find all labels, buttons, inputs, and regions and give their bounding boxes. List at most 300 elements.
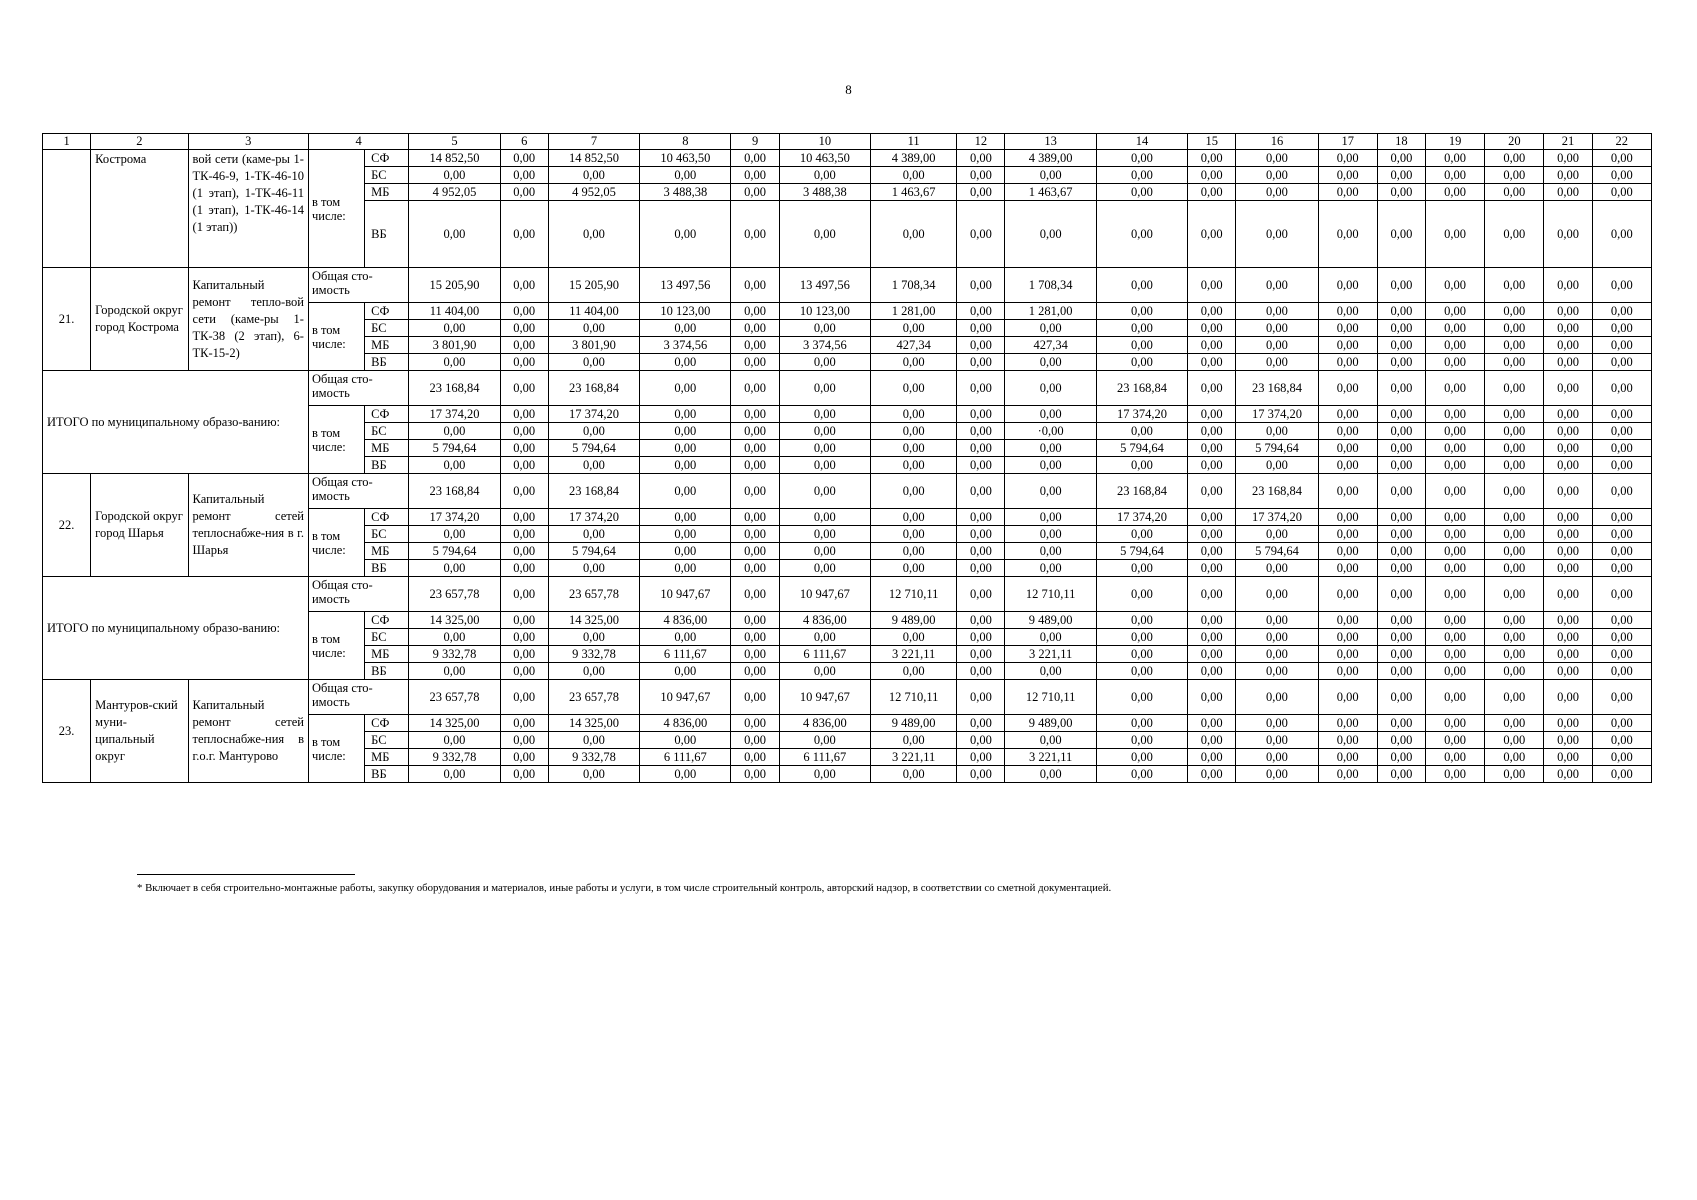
- cell-value: 0,00: [779, 371, 870, 406]
- cell-value: 0,00: [731, 680, 779, 715]
- cell-value: 0,00: [500, 371, 548, 406]
- column-header: 1: [43, 134, 91, 150]
- cell-value: 23 657,78: [409, 680, 500, 715]
- incl-label: в том числе:: [308, 715, 364, 783]
- cell-value: 0,00: [731, 167, 779, 184]
- cell-value: 5 794,64: [548, 543, 639, 560]
- footnote-separator: [137, 874, 355, 875]
- cell-value: 0,00: [1485, 680, 1544, 715]
- funding-code: МБ: [365, 646, 409, 663]
- cell-value: 0,00: [1485, 457, 1544, 474]
- cell-value: 0,00: [1377, 509, 1425, 526]
- cell-value: 0,00: [1377, 201, 1425, 268]
- cell-value: 0,00: [1005, 457, 1096, 474]
- cell-value: 3 801,90: [409, 337, 500, 354]
- cell-value: 12 710,11: [1005, 577, 1096, 612]
- cell-value: 0,00: [548, 663, 639, 680]
- cell-value: 0,00: [1096, 268, 1187, 303]
- cell-value: 0,00: [779, 509, 870, 526]
- cell-value: 0,00: [1236, 423, 1318, 440]
- cell-value: 0,00: [957, 766, 1005, 783]
- cell-value: 0,00: [548, 526, 639, 543]
- cell-value: 0,00: [640, 406, 731, 423]
- cell-value: 0,00: [1592, 766, 1651, 783]
- cell-value: 0,00: [1592, 577, 1651, 612]
- cell-value: 0,00: [1005, 663, 1096, 680]
- cell-value: 0,00: [1592, 423, 1651, 440]
- column-header: 16: [1236, 134, 1318, 150]
- cell-value: 3 221,11: [1005, 749, 1096, 766]
- cell-value: 12 710,11: [870, 680, 956, 715]
- cell-value: 0,00: [1544, 715, 1592, 732]
- cell-value: 0,00: [1544, 167, 1592, 184]
- cell-value: 23 168,84: [1236, 474, 1318, 509]
- cell-value: 0,00: [1096, 526, 1187, 543]
- cell-value: 0,00: [1188, 268, 1236, 303]
- cell-value: 0,00: [779, 440, 870, 457]
- cell-value: 0,00: [1318, 474, 1377, 509]
- cell-value: 0,00: [1005, 629, 1096, 646]
- cell-value: 3 374,56: [640, 337, 731, 354]
- cell-value: 0,00: [500, 474, 548, 509]
- cell-value: 0,00: [1485, 543, 1544, 560]
- cell-value: 0,00: [640, 371, 731, 406]
- cell-value: 0,00: [500, 646, 548, 663]
- cell-value: 0,00: [1188, 406, 1236, 423]
- cell-value: 0,00: [731, 526, 779, 543]
- funding-code: БС: [365, 732, 409, 749]
- cell-value: 0,00: [1236, 715, 1318, 732]
- cell-value: 0,00: [1236, 526, 1318, 543]
- cell-value: 0,00: [409, 423, 500, 440]
- cell-value: 0,00: [1592, 268, 1651, 303]
- cell-value: 0,00: [640, 457, 731, 474]
- cell-value: 0,00: [957, 612, 1005, 629]
- cell-value: 0,00: [1544, 680, 1592, 715]
- cell-value: 0,00: [1544, 268, 1592, 303]
- cell-value: 6 111,67: [779, 646, 870, 663]
- column-header: 10: [779, 134, 870, 150]
- cell-value: 0,00: [640, 354, 731, 371]
- cell-value: 0,00: [731, 184, 779, 201]
- cell-value: 0,00: [779, 766, 870, 783]
- total-row: [43, 680, 1652, 715]
- cell-value: 0,00: [1188, 320, 1236, 337]
- cell-value: 23 168,84: [548, 474, 639, 509]
- cell-value: 6 111,67: [640, 749, 731, 766]
- cell-value: 0,00: [1236, 167, 1318, 184]
- cell-value: 0,00: [1377, 337, 1425, 354]
- cell-value: 1 708,34: [1005, 268, 1096, 303]
- cell-value: 0,00: [957, 646, 1005, 663]
- cell-value: 0,00: [548, 629, 639, 646]
- cell-value: 0,00: [1544, 457, 1592, 474]
- cell-value: 0,00: [957, 749, 1005, 766]
- cell-value: 0,00: [1425, 509, 1484, 526]
- funding-code: СФ: [365, 612, 409, 629]
- cell-value: 0,00: [779, 526, 870, 543]
- cell-value: 9 332,78: [409, 646, 500, 663]
- cell-value: 14 325,00: [548, 715, 639, 732]
- cell-value: 0,00: [870, 509, 956, 526]
- funding-code: СФ: [365, 715, 409, 732]
- source-row: [43, 150, 1652, 167]
- cell-value: 0,00: [1318, 680, 1377, 715]
- total-cost-label: Общая сто-имость: [308, 680, 408, 715]
- cell-value: 0,00: [1592, 320, 1651, 337]
- cell-value: 0,00: [1096, 337, 1187, 354]
- funding-code: МБ: [365, 543, 409, 560]
- cell-value: 9 332,78: [548, 646, 639, 663]
- cell-value: 0,00: [957, 406, 1005, 423]
- column-header: 3: [188, 134, 308, 150]
- cell-value: 0,00: [1318, 612, 1377, 629]
- cell-value: 1 281,00: [1005, 303, 1096, 320]
- cell-value: 0,00: [1188, 303, 1236, 320]
- cell-value: 0,00: [957, 337, 1005, 354]
- column-header: 14: [1096, 134, 1187, 150]
- cell-value: 0,00: [1236, 201, 1318, 268]
- table-body: [43, 134, 1652, 783]
- cell-value: 0,00: [1236, 732, 1318, 749]
- cell-value: 0,00: [957, 423, 1005, 440]
- cell-value: 3 801,90: [548, 337, 639, 354]
- cell-value: 0,00: [779, 406, 870, 423]
- cell-value: 0,00: [1377, 474, 1425, 509]
- cell-value: 0,00: [1592, 612, 1651, 629]
- cell-value: 0,00: [1377, 577, 1425, 612]
- cell-value: 0,00: [957, 440, 1005, 457]
- cell-value: 0,00: [1096, 646, 1187, 663]
- cell-value: 0,00: [1425, 646, 1484, 663]
- cell-value: 0,00: [870, 663, 956, 680]
- cell-value: 0,00: [1188, 680, 1236, 715]
- cell-value: 0,00: [1592, 543, 1651, 560]
- cell-value: 0,00: [731, 320, 779, 337]
- cell-value: 0,00: [957, 303, 1005, 320]
- cell-value: 0,00: [1544, 354, 1592, 371]
- cell-value: 0,00: [1236, 766, 1318, 783]
- funding-code: БС: [365, 423, 409, 440]
- cell-value: 0,00: [500, 543, 548, 560]
- municipality-name: Городской округ город Кострома: [91, 268, 188, 371]
- cell-value: 0,00: [1318, 577, 1377, 612]
- cell-value: 0,00: [870, 732, 956, 749]
- cell-value: 9 332,78: [409, 749, 500, 766]
- cell-value: 0,00: [1188, 560, 1236, 577]
- cell-value: 0,00: [731, 715, 779, 732]
- cell-value: 0,00: [1592, 337, 1651, 354]
- cell-value: 0,00: [779, 354, 870, 371]
- total-cost-label: Общая сто-имость: [308, 474, 408, 509]
- cell-value: 0,00: [1425, 337, 1484, 354]
- cell-value: 0,00: [870, 526, 956, 543]
- cell-value: 0,00: [1188, 167, 1236, 184]
- cell-value: 0,00: [1485, 526, 1544, 543]
- funding-code: СФ: [365, 509, 409, 526]
- cell-value: 0,00: [1188, 526, 1236, 543]
- cell-value: 0,00: [1592, 167, 1651, 184]
- cell-value: 0,00: [1425, 629, 1484, 646]
- cell-value: 0,00: [1188, 612, 1236, 629]
- cell-value: 0,00: [1005, 371, 1096, 406]
- cell-value: 0,00: [500, 629, 548, 646]
- row-number: 23.: [43, 680, 91, 783]
- cell-value: 0,00: [500, 184, 548, 201]
- cell-value: 0,00: [409, 560, 500, 577]
- cell-value: 0,00: [957, 354, 1005, 371]
- column-header: 17: [1318, 134, 1377, 150]
- cell-value: 23 168,84: [1096, 474, 1187, 509]
- cell-value: 0,00: [731, 629, 779, 646]
- cell-value: 0,00: [731, 577, 779, 612]
- cell-value: 0,00: [1318, 509, 1377, 526]
- cell-value: 1 463,67: [1005, 184, 1096, 201]
- cell-value: 0,00: [1377, 749, 1425, 766]
- cell-value: 0,00: [548, 423, 639, 440]
- cell-value: 0,00: [1485, 629, 1544, 646]
- cell-value: 0,00: [1377, 406, 1425, 423]
- cell-value: 0,00: [1236, 354, 1318, 371]
- cell-value: 427,34: [1005, 337, 1096, 354]
- cell-value: 0,00: [1005, 440, 1096, 457]
- cell-value: 0,00: [1318, 406, 1377, 423]
- cell-value: 0,00: [548, 354, 639, 371]
- cell-value: 0,00: [1592, 406, 1651, 423]
- cell-value: 0,00: [957, 474, 1005, 509]
- cell-value: 0,00: [1377, 457, 1425, 474]
- cell-value: 0,00: [1485, 167, 1544, 184]
- cell-value: 0,00: [548, 560, 639, 577]
- funding-code: ВБ: [365, 766, 409, 783]
- cell-value: 0,00: [1592, 732, 1651, 749]
- cell-value: 0,00: [1188, 715, 1236, 732]
- incl-label: в том числе:: [308, 509, 364, 577]
- cell-value: 0,00: [1425, 680, 1484, 715]
- cell-value: 0,00: [409, 457, 500, 474]
- cell-value: 0,00: [1425, 766, 1484, 783]
- cell-value: 0,00: [1005, 406, 1096, 423]
- cell-value: 0,00: [1377, 663, 1425, 680]
- cell-value: 0,00: [1318, 320, 1377, 337]
- cell-value: 17 374,20: [409, 509, 500, 526]
- cell-value: 0,00: [957, 680, 1005, 715]
- cell-value: 10 123,00: [779, 303, 870, 320]
- cell-value: 0,00: [1188, 577, 1236, 612]
- cell-value: 0,00: [1236, 629, 1318, 646]
- column-header: 20: [1485, 134, 1544, 150]
- cell-value: 3 374,56: [779, 337, 870, 354]
- cell-value: 0,00: [1188, 732, 1236, 749]
- itogo-label: ИТОГО по муниципальному образо-ванию:: [43, 371, 309, 474]
- cell-value: 0,00: [1425, 612, 1484, 629]
- cell-value: 0,00: [548, 732, 639, 749]
- cell-value: 0,00: [500, 560, 548, 577]
- cell-value: 0,00: [1096, 320, 1187, 337]
- cell-value: 0,00: [1005, 509, 1096, 526]
- cell-value: 0,00: [731, 560, 779, 577]
- cell-value: 0,00: [731, 268, 779, 303]
- cell-value: 0,00: [1005, 732, 1096, 749]
- municipality-name: Городской округ город Шарья: [91, 474, 188, 577]
- cell-value: 3 221,11: [870, 749, 956, 766]
- cell-value: 0,00: [1096, 201, 1187, 268]
- column-header: 11: [870, 134, 956, 150]
- cell-value: 0,00: [1005, 167, 1096, 184]
- cell-value: 0,00: [731, 646, 779, 663]
- cell-value: 0,00: [1592, 150, 1651, 167]
- cell-value: 0,00: [1236, 184, 1318, 201]
- cell-value: 5 794,64: [548, 440, 639, 457]
- cell-value: 0,00: [731, 749, 779, 766]
- cell-value: 0,00: [1318, 663, 1377, 680]
- cell-value: 0,00: [1544, 509, 1592, 526]
- cell-value: 0,00: [500, 766, 548, 783]
- cell-value: 0,00: [779, 560, 870, 577]
- cell-value: 0,00: [409, 629, 500, 646]
- cell-value: 0,00: [957, 268, 1005, 303]
- cell-value: 0,00: [1544, 371, 1592, 406]
- footnote: * Включает в себя строительно-монтажные работы, закупку оборудования и материалов, иные работы и услуги, в том числе строительный контроль, авторский надзор, в соответствии со сметной документацией.: [137, 882, 1112, 894]
- cell-value: 0,00: [1236, 320, 1318, 337]
- cell-value: 0,00: [957, 201, 1005, 268]
- cell-value: 5 794,64: [1236, 543, 1318, 560]
- cell-value: 0,00: [1377, 715, 1425, 732]
- total-cost-label: Общая сто-имость: [308, 371, 408, 406]
- cell-value: 0,00: [1096, 560, 1187, 577]
- incl-label: в том числе:: [308, 612, 364, 680]
- cell-value: 4 836,00: [779, 612, 870, 629]
- cell-value: 0,00: [500, 732, 548, 749]
- cell-value: 23 657,78: [548, 680, 639, 715]
- cell-value: 0,00: [1188, 201, 1236, 268]
- cell-value: 5 794,64: [1096, 440, 1187, 457]
- funding-code: ВБ: [365, 663, 409, 680]
- column-header: 7: [548, 134, 639, 150]
- cell-value: 13 497,56: [779, 268, 870, 303]
- cell-value: 0,00: [1188, 509, 1236, 526]
- funding-code: ВБ: [365, 560, 409, 577]
- cell-value: 10 463,50: [779, 150, 870, 167]
- cell-value: 0,00: [1005, 543, 1096, 560]
- cell-value: 0,00: [500, 337, 548, 354]
- cell-value: 0,00: [1544, 663, 1592, 680]
- cell-value: 23 168,84: [1236, 371, 1318, 406]
- cell-value: 0,00: [500, 457, 548, 474]
- cell-value: 0,00: [1485, 371, 1544, 406]
- cell-value: 0,00: [1544, 406, 1592, 423]
- cell-value: 0,00: [1592, 371, 1651, 406]
- cell-value: 0,00: [1425, 150, 1484, 167]
- cell-value: 0,00: [640, 440, 731, 457]
- cell-value: 0,00: [1188, 474, 1236, 509]
- cell-value: 0,00: [779, 457, 870, 474]
- cell-value: 0,00: [1544, 474, 1592, 509]
- column-header: 2: [91, 134, 188, 150]
- cell-value: 0,00: [1096, 663, 1187, 680]
- funding-code: МБ: [365, 184, 409, 201]
- cell-value: 0,00: [548, 457, 639, 474]
- cell-value: 0,00: [1188, 629, 1236, 646]
- cell-value: 0,00: [1188, 354, 1236, 371]
- cell-value: 0,00: [1425, 749, 1484, 766]
- cell-value: 5 794,64: [1096, 543, 1187, 560]
- cell-value: 0,00: [957, 732, 1005, 749]
- cell-value: 0,00: [1592, 457, 1651, 474]
- cell-value: 6 111,67: [640, 646, 731, 663]
- cell-value: 17 374,20: [548, 406, 639, 423]
- cell-value: 0,00: [548, 167, 639, 184]
- cell-value: 0,00: [1188, 423, 1236, 440]
- cell-value: 0,00: [1485, 663, 1544, 680]
- cell-value: 0,00: [1485, 320, 1544, 337]
- cell-value: 0,00: [1188, 543, 1236, 560]
- cell-value: 0,00: [1592, 629, 1651, 646]
- cell-value: 0,00: [779, 474, 870, 509]
- cell-value: 0,00: [1485, 184, 1544, 201]
- cell-value: 0,00: [500, 509, 548, 526]
- cell-value: 0,00: [731, 612, 779, 629]
- cell-value: 0,00: [1425, 371, 1484, 406]
- cell-value: 0,00: [731, 354, 779, 371]
- column-header: 22: [1592, 134, 1651, 150]
- cell-value: 0,00: [1096, 680, 1187, 715]
- cell-value: 0,00: [1318, 354, 1377, 371]
- object-name: Капитальный ремонт сетей теплоснабже-ния в г.о.г. Мантурово: [188, 680, 308, 783]
- cell-value: 0,00: [1377, 646, 1425, 663]
- cell-value: 0,00: [1318, 150, 1377, 167]
- cell-value: 0,00: [1318, 526, 1377, 543]
- cell-value: 0,00: [779, 732, 870, 749]
- cell-value: 0,00: [731, 337, 779, 354]
- cell-value: 0,00: [1425, 406, 1484, 423]
- cell-value: 0,00: [1096, 629, 1187, 646]
- cell-value: 0,00: [1377, 167, 1425, 184]
- cell-value: 0,00: [1485, 201, 1544, 268]
- cell-value: 0,00: [731, 150, 779, 167]
- cell-value: 0,00: [1485, 474, 1544, 509]
- cell-value: 0,00: [731, 457, 779, 474]
- cell-value: 0,00: [1236, 663, 1318, 680]
- cell-value: 1 463,67: [870, 184, 956, 201]
- cell-value: 427,34: [870, 337, 956, 354]
- cell-value: 0,00: [1544, 201, 1592, 268]
- cell-value: 0,00: [640, 474, 731, 509]
- cell-value: 0,00: [1544, 560, 1592, 577]
- cell-value: 14 325,00: [409, 612, 500, 629]
- cell-value: 0,00: [1096, 715, 1187, 732]
- cell-value: 0,00: [1318, 749, 1377, 766]
- cell-value: 0,00: [1485, 354, 1544, 371]
- cell-value: 0,00: [1425, 560, 1484, 577]
- cell-value: 0,00: [1485, 303, 1544, 320]
- cell-value: 3 488,38: [640, 184, 731, 201]
- cell-value: 0,00: [409, 201, 500, 268]
- cell-value: 0,00: [1377, 526, 1425, 543]
- cell-value: 0,00: [1188, 646, 1236, 663]
- cell-value: 0,00: [1236, 303, 1318, 320]
- cell-value: 0,00: [500, 526, 548, 543]
- cell-value: 0,00: [1544, 732, 1592, 749]
- column-header: 8: [640, 134, 731, 150]
- total-row: [43, 371, 1652, 406]
- cell-value: 0,00: [1005, 526, 1096, 543]
- column-header: 18: [1377, 134, 1425, 150]
- cell-value: 12 710,11: [1005, 680, 1096, 715]
- cell-value: 0,00: [1544, 320, 1592, 337]
- cell-value: 0,00: [1425, 440, 1484, 457]
- cell-value: 0,00: [1377, 612, 1425, 629]
